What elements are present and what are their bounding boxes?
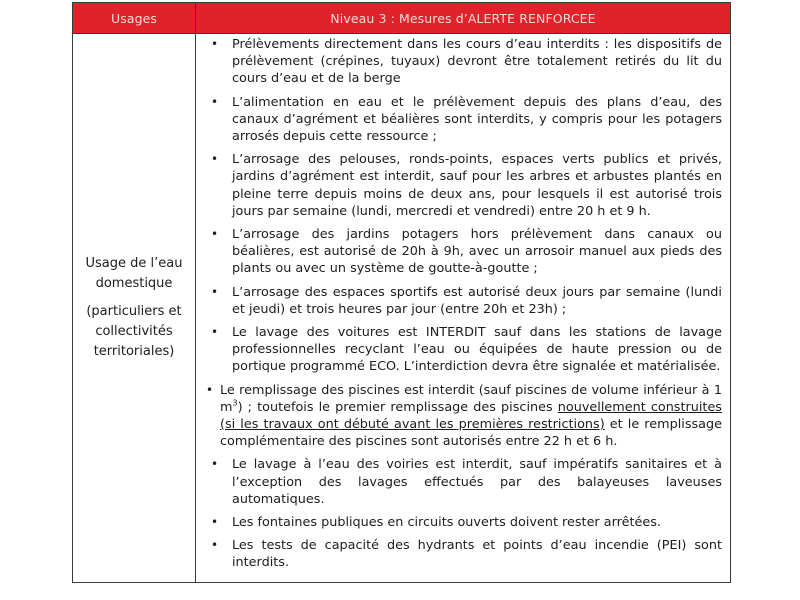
measure-text: Le lavage à l’eau des voiries est interdit, sauf impératifs sanitaires et à l’exception des lavages effectués par des balayeuses laveuses automatiques. (232, 457, 722, 507)
bullet-icon: • (211, 515, 219, 530)
measure-text: Les fontaines publiques en circuits ouverts doivent rester arrêtées. (232, 515, 661, 531)
measure-text-pools-start: Le remplissage des piscines est interdit (sauf piscines de volume inférieur à 1 m (220, 382, 722, 415)
measure-text: Le lavage des voitures est INTERDIT sauf dans les stations de lavage professionnelles recyclant l’eau ou équipées de haute pression ou de portique programmé ECO. L’interdiction devra être signalée et matérialisée. (232, 325, 722, 375)
bullet-icon: • (211, 227, 219, 242)
measure-item (206, 456, 722, 508)
measure-text: Prélèvements directement dans les cours d’eau interdits : les dispositifs de prélèvement (crépines, tuyaux) devront être totalement retirés du lit du cours d’eau et de la berge (232, 37, 722, 87)
measures-cell (196, 34, 731, 583)
measure-item (206, 514, 722, 531)
table-header-row (73, 3, 731, 34)
measure-item-pools (206, 382, 722, 451)
usage-category-title: Usage de l’eau domestique (85, 255, 183, 291)
usages-column-header: Usages (73, 3, 196, 34)
measure-item (206, 226, 722, 278)
measure-text: L’arrosage des pelouses, ronds-points, espaces verts publics et privés, jardins d’agrément est interdit, sauf pour les arbres et arbustes plantés en pleine terre depuis moins de deux ans, pour lesquels il est autorisé trois jours par semaine (lundi, mercredi et vendredi) entre 20 h et 9 h. (232, 152, 722, 219)
measure-text: L’arrosage des espaces sportifs est autorisé deux jours par semaine (lundi et jeudi) et trois heures par jour (entre 20h et 23h) ; (232, 284, 722, 317)
measure-text-pools-middle: ) ; toutefois le premier remplissage des piscines (237, 399, 558, 415)
measure-item (206, 36, 722, 88)
measure-list (206, 36, 722, 572)
measure-item (206, 94, 722, 146)
underlined-new-pools-text: nouvellement construites (si les travaux ont débuté avant les premières restrictions) (220, 399, 722, 433)
bullet-icon: • (211, 538, 219, 553)
superscript-three: 3 (232, 398, 238, 408)
measure-item (206, 151, 722, 220)
measure-item (206, 537, 722, 571)
bullet-icon: • (211, 284, 219, 299)
usage-category-subtitle: (particuliers et collectivités territoriales) (86, 303, 182, 359)
measure-item (206, 284, 722, 318)
table-row (73, 34, 731, 583)
usage-category-cell (73, 34, 196, 583)
bullet-icon: • (211, 94, 219, 109)
bullet-icon: • (206, 382, 214, 397)
measure-text-pools-end: et le remplissage complémentaire des piscines sont autorisés entre 22 h et 6 h. (220, 417, 722, 450)
bullet-icon: • (211, 325, 219, 340)
bullet-icon: • (211, 37, 219, 51)
bullet-icon: • (211, 457, 219, 472)
bullet-icon: • (211, 152, 219, 167)
measure-text: Les tests de capacité des hydrants et points d’eau incendie (PEI) sont interdits. (232, 538, 722, 571)
measure-text: L’arrosage des jardins potagers hors prélèvement dans canaux ou béalières, est autorisé de 20h à 9h, avec un arrosoir manuel aux pieds des plants ou avec un système de goutte-à-goutte ; (232, 227, 722, 277)
restriction-measures-table (72, 2, 731, 583)
measure-text: L’alimentation en eau et le prélèvement depuis des plans d’eau, des canaux d’agrément et béalières sont interdits, y compris pour les potagers arrosés depuis cette ressource ; (232, 94, 722, 145)
measure-item (206, 324, 722, 376)
level-3-column-header: Niveau 3 : Mesures d’ALERTE RENFORCEE (196, 3, 731, 34)
